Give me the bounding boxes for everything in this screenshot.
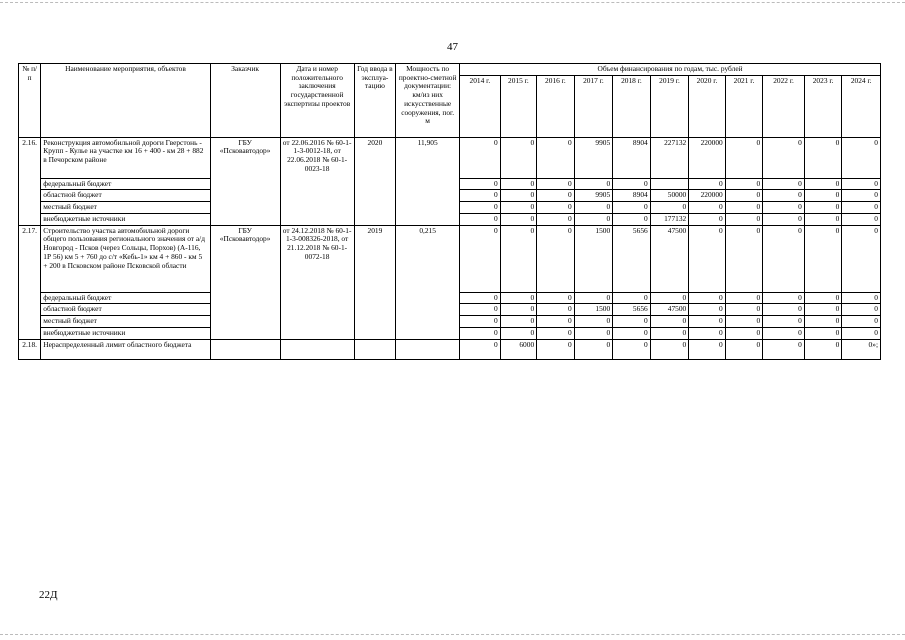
value-cell: 8904: [613, 190, 651, 202]
value-cell: 0: [574, 213, 613, 225]
header-year-2020: 2020 г.: [689, 75, 726, 137]
value-cell: [650, 178, 689, 190]
table-body: [19, 137, 881, 359]
subrow-name: местный бюджет: [41, 316, 210, 328]
value-cell: 0: [725, 202, 763, 214]
value-cell: 0: [763, 225, 805, 292]
value-cell: 0: [537, 292, 575, 304]
table-row: [19, 225, 881, 292]
value-cell: 0: [842, 225, 881, 292]
value-cell: 0: [725, 178, 763, 190]
value-cell: 0: [725, 327, 763, 339]
footer-code: 22Д: [39, 589, 58, 601]
value-cell: 0: [460, 316, 501, 328]
subrow-name: федеральный бюджет: [41, 292, 210, 304]
item-capacity: 0,215: [396, 225, 460, 339]
value-cell: 0: [763, 137, 805, 178]
value-cell: 0: [725, 292, 763, 304]
value-cell: 0: [460, 137, 501, 178]
value-cell: 0: [460, 202, 501, 214]
value-cell: 0: [763, 304, 805, 316]
value-cell: 0: [689, 213, 726, 225]
value-cell: 0: [842, 137, 881, 178]
value-cell: 0: [763, 202, 805, 214]
value-cell: 1500: [574, 304, 613, 316]
value-cell: 0: [842, 190, 881, 202]
table-row: [19, 339, 881, 359]
value-cell: 0: [500, 190, 537, 202]
header-name: Наименование мероприятия, объектов: [41, 64, 210, 138]
value-cell: 0: [613, 339, 651, 359]
value-cell: 0: [725, 316, 763, 328]
value-cell: 0»;: [842, 339, 881, 359]
value-cell: 0: [500, 316, 537, 328]
value-cell: 0: [725, 137, 763, 178]
value-cell: 0: [537, 137, 575, 178]
value-cell: 0: [613, 213, 651, 225]
value-cell: 0: [460, 292, 501, 304]
value-cell: 0: [725, 190, 763, 202]
value-cell: 47500: [650, 225, 689, 292]
header-year-2024: 2024 г.: [842, 75, 881, 137]
subrow-name: федеральный бюджет: [41, 178, 210, 190]
value-cell: 0: [574, 316, 613, 328]
value-cell: 0: [804, 137, 842, 178]
item-num: 2.17.: [19, 225, 41, 339]
value-cell: 9905: [574, 190, 613, 202]
value-cell: 0: [689, 304, 726, 316]
value-cell: 0: [763, 190, 805, 202]
item-year: 2019: [354, 225, 396, 339]
value-cell: 0: [500, 178, 537, 190]
value-cell: 5656: [613, 225, 651, 292]
value-cell: 0: [537, 190, 575, 202]
value-cell: 0: [689, 339, 726, 359]
value-cell: 0: [537, 202, 575, 214]
item-name: Строительство участка автомобильной дороги общего пользования регионального значения от а/д Новгород - Псков (через Сольцы, Порхов) (А-116, 1Р 56) км 5 + 760 до с/т «Кебь-1» км 4 + 860 - км 5 + 200 в Псковском районе Псковской области: [41, 225, 210, 292]
item-num: 2.18.: [19, 339, 41, 359]
value-cell: 0: [804, 178, 842, 190]
value-cell: 0: [500, 292, 537, 304]
value-cell: 0: [460, 225, 501, 292]
header-date-num: Дата и номер положительного заключения государственной экспертизы проектов: [280, 64, 354, 138]
header-year: Год ввода в эксплуа-тацию: [354, 64, 396, 138]
value-cell: 0: [650, 327, 689, 339]
value-cell: 227132: [650, 137, 689, 178]
subrow-name: областной бюджет: [41, 304, 210, 316]
value-cell: 0: [689, 316, 726, 328]
value-cell: 0: [460, 190, 501, 202]
value-cell: 6000: [500, 339, 537, 359]
value-cell: 0: [613, 178, 651, 190]
value-cell: 0: [804, 190, 842, 202]
header-year-2014: 2014 г.: [460, 75, 501, 137]
value-cell: 0: [804, 213, 842, 225]
empty-cell: [354, 339, 396, 359]
value-cell: 0: [725, 225, 763, 292]
value-cell: 8904: [613, 137, 651, 178]
value-cell: 0: [842, 304, 881, 316]
value-cell: 0: [574, 339, 613, 359]
value-cell: 0: [842, 292, 881, 304]
value-cell: 47500: [650, 304, 689, 316]
value-cell: 0: [804, 202, 842, 214]
scan-edge-bottom: [0, 634, 905, 635]
value-cell: 0: [574, 327, 613, 339]
item-name: Нераспределенный лимит областного бюджета: [41, 339, 210, 359]
value-cell: 0: [763, 339, 805, 359]
value-cell: 0: [460, 327, 501, 339]
value-cell: 0: [725, 304, 763, 316]
item-customer: ГБУ «Псковавтодор»: [210, 137, 280, 225]
value-cell: 0: [613, 202, 651, 214]
value-cell: 5656: [613, 304, 651, 316]
value-cell: 0: [537, 213, 575, 225]
empty-cell: [280, 339, 354, 359]
value-cell: 0: [460, 304, 501, 316]
header-row: [19, 64, 881, 76]
value-cell: 220000: [689, 190, 726, 202]
value-cell: 0: [460, 213, 501, 225]
value-cell: 0: [460, 178, 501, 190]
value-cell: 0: [763, 316, 805, 328]
value-cell: 0: [500, 202, 537, 214]
header-year-2017: 2017 г.: [574, 75, 613, 137]
empty-cell: [396, 339, 460, 359]
value-cell: 0: [763, 292, 805, 304]
header-funding: Объем финансирования по годам, тыс. рублей: [460, 64, 881, 76]
value-cell: 50000: [650, 190, 689, 202]
page-number: 47: [447, 41, 458, 53]
value-cell: 1500: [574, 225, 613, 292]
subrow-name: местный бюджет: [41, 202, 210, 214]
value-cell: 220000: [689, 137, 726, 178]
item-customer: ГБУ «Псковавтодор»: [210, 225, 280, 339]
empty-cell: [210, 339, 280, 359]
value-cell: 0: [537, 225, 575, 292]
funding-table: [18, 63, 881, 360]
item-num: 2.16.: [19, 137, 41, 225]
value-cell: 0: [500, 304, 537, 316]
value-cell: 9905: [574, 137, 613, 178]
value-cell: 0: [537, 339, 575, 359]
header-num: № п/п: [19, 64, 41, 138]
value-cell: 0: [763, 213, 805, 225]
value-cell: 0: [804, 225, 842, 292]
subrow-name: внебюджетные источники: [41, 213, 210, 225]
value-cell: 0: [500, 213, 537, 225]
value-cell: 0: [500, 327, 537, 339]
value-cell: 0: [725, 213, 763, 225]
header-year-2019: 2019 г.: [650, 75, 689, 137]
value-cell: 0: [689, 178, 726, 190]
value-cell: 0: [574, 202, 613, 214]
value-cell: 0: [842, 213, 881, 225]
value-cell: 0: [537, 327, 575, 339]
value-cell: 0: [613, 327, 651, 339]
value-cell: 0: [804, 316, 842, 328]
header-year-2023: 2023 г.: [804, 75, 842, 137]
value-cell: 0: [650, 202, 689, 214]
value-cell: 0: [650, 339, 689, 359]
value-cell: 0: [689, 202, 726, 214]
header-capacity: Мощность по проектно-сметной документации: км/из них искусственные сооружения, пог. м: [396, 64, 460, 138]
header-year-2015: 2015 г.: [500, 75, 537, 137]
item-date-num: от 24.12.2018 № 60-1-1-3-008326-2018, от 21.12.2018 № 60-1-0072-18: [280, 225, 354, 339]
value-cell: 0: [650, 316, 689, 328]
value-cell: 0: [804, 292, 842, 304]
header-year-2018: 2018 г.: [613, 75, 651, 137]
value-cell: 0: [574, 292, 613, 304]
header-year-2016: 2016 г.: [537, 75, 575, 137]
item-year: 2020: [354, 137, 396, 225]
value-cell: 0: [613, 292, 651, 304]
value-cell: 177132: [650, 213, 689, 225]
value-cell: 0: [689, 292, 726, 304]
value-cell: 0: [763, 327, 805, 339]
item-date-num: от 22.06.2016 № 60-1-1-3-0012-18, от 22.06.2018 № 60-1-0023-18: [280, 137, 354, 225]
value-cell: 0: [842, 316, 881, 328]
subrow-name: внебюджетные источники: [41, 327, 210, 339]
value-cell: 0: [537, 316, 575, 328]
value-cell: 0: [842, 327, 881, 339]
header-year-2021: 2021 г.: [725, 75, 763, 137]
value-cell: 0: [537, 178, 575, 190]
value-cell: 0: [689, 327, 726, 339]
value-cell: 0: [574, 178, 613, 190]
value-cell: 0: [537, 304, 575, 316]
value-cell: 0: [842, 202, 881, 214]
table-row: [19, 137, 881, 178]
value-cell: 0: [460, 339, 501, 359]
value-cell: 0: [500, 137, 537, 178]
subrow-name: областной бюджет: [41, 190, 210, 202]
value-cell: 0: [725, 339, 763, 359]
scan-edge-top: [0, 2, 905, 3]
value-cell: 0: [650, 292, 689, 304]
value-cell: 0: [804, 339, 842, 359]
value-cell: 0: [689, 225, 726, 292]
value-cell: 0: [763, 178, 805, 190]
header-customer: Заказчик: [210, 64, 280, 138]
value-cell: 0: [613, 316, 651, 328]
value-cell: 0: [500, 225, 537, 292]
header-year-2022: 2022 г.: [763, 75, 805, 137]
value-cell: 0: [804, 304, 842, 316]
value-cell: 0: [842, 178, 881, 190]
value-cell: 0: [804, 327, 842, 339]
item-name: Реконструкция автомобильной дороги Гверстонь - Крупп - Кулье на участке км 16 + 400 - км 28 + 882 в Печорском районе: [41, 137, 210, 178]
item-capacity: 11,905: [396, 137, 460, 225]
